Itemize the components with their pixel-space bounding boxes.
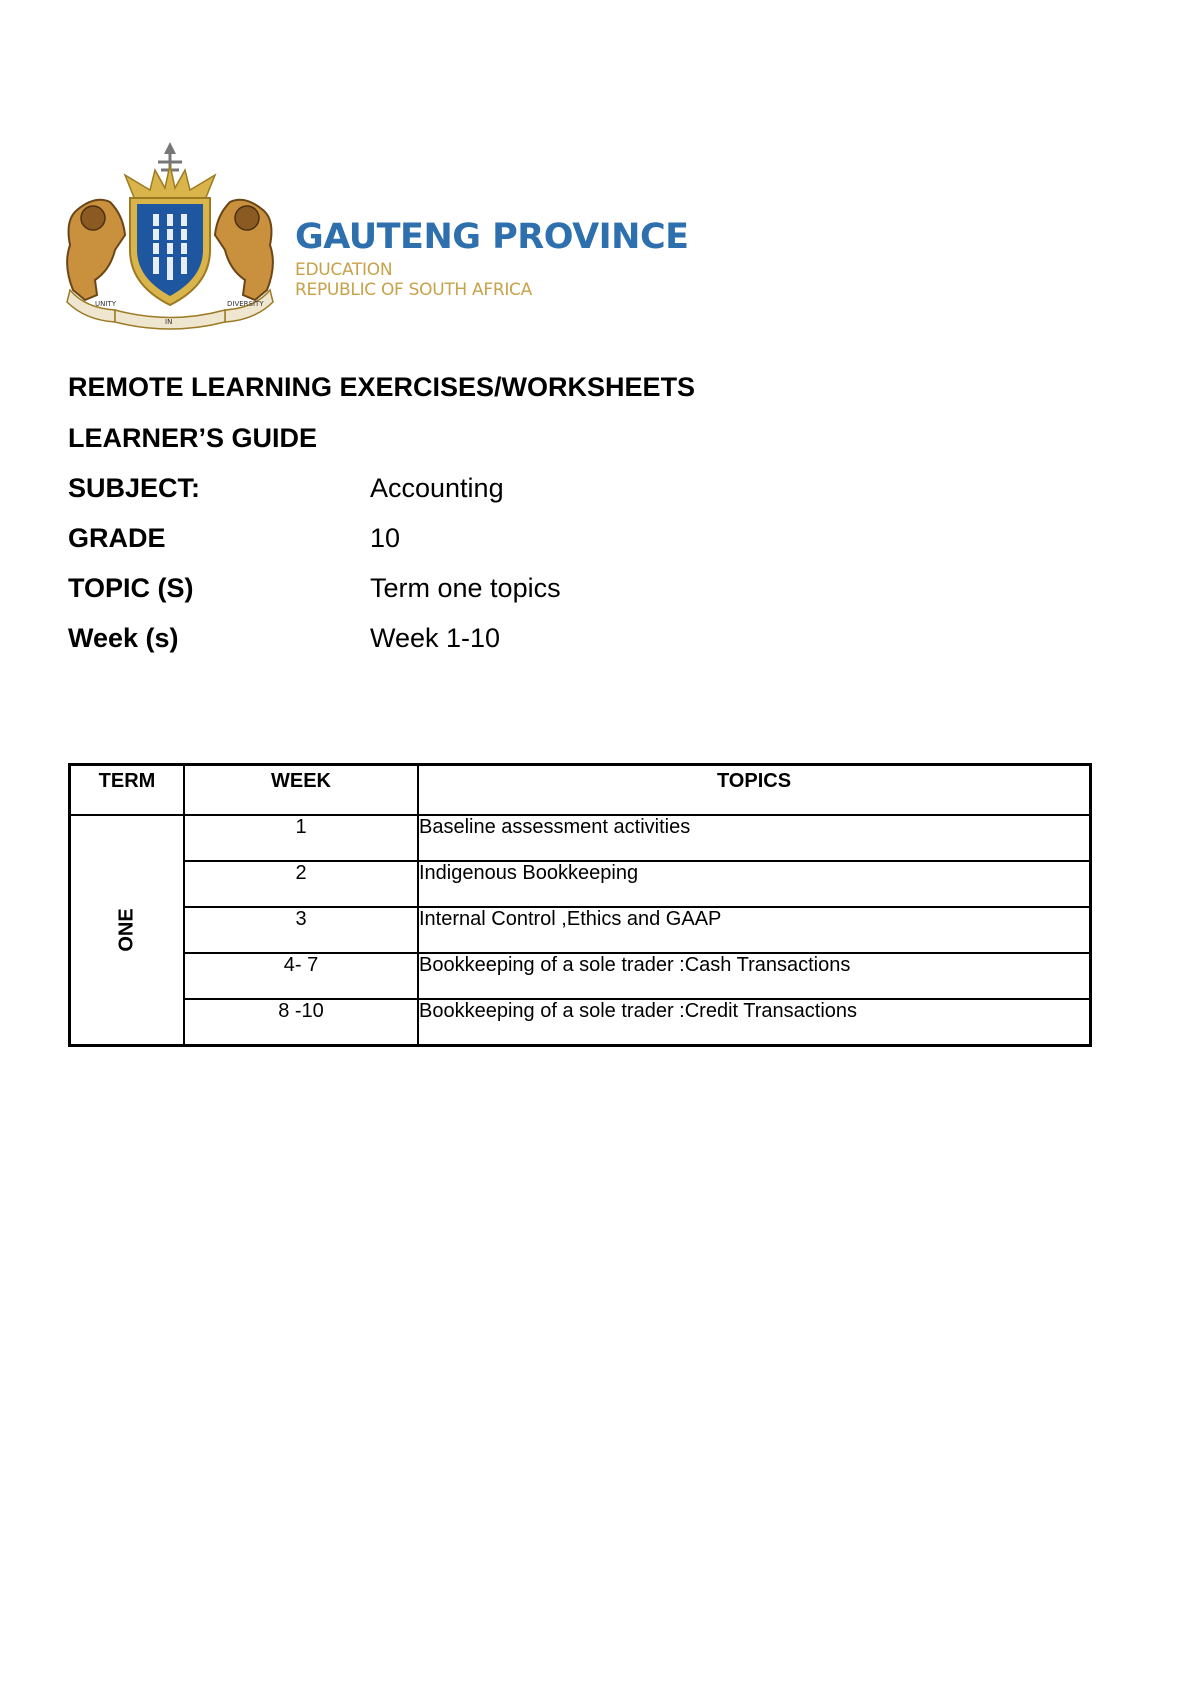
info-label: SUBJECT: xyxy=(68,473,201,503)
header-term: TERM xyxy=(70,765,185,816)
term-cell xyxy=(70,815,185,1046)
table-row xyxy=(70,999,1091,1046)
header-topics: TOPICS xyxy=(418,765,1091,816)
document-title: REMOTE LEARNING EXERCISES/WORKSHEETS xyxy=(68,372,696,402)
week-cell: 1 xyxy=(184,815,418,861)
term-label: ONE xyxy=(115,908,138,952)
svg-text:DIVERSITY: DIVERSITY xyxy=(227,300,264,308)
info-value: Accounting xyxy=(370,473,504,503)
info-label: Week (s) xyxy=(68,623,179,653)
topic-cell: Indigenous Bookkeeping xyxy=(418,861,1091,907)
table-header-row xyxy=(70,765,1091,816)
table-row xyxy=(70,815,1091,861)
info-label: TOPIC (S) xyxy=(68,573,194,603)
info-label: GRADE xyxy=(68,523,166,553)
logo-wordmark xyxy=(295,218,689,301)
svg-text:IN: IN xyxy=(165,318,173,326)
week-cell: 3 xyxy=(184,907,418,953)
country-name: REPUBLIC OF SOUTH AFRICA xyxy=(295,280,532,300)
topics-table xyxy=(68,763,1092,1047)
header-week: WEEK xyxy=(184,765,418,816)
topic-cell: Internal Control ,Ethics and GAAP xyxy=(418,907,1091,953)
week-cell: 2 xyxy=(184,861,418,907)
info-value: 10 xyxy=(370,523,401,553)
table-row xyxy=(70,861,1091,907)
coat-of-arms-icon xyxy=(55,140,285,330)
gauteng-logo xyxy=(55,140,689,330)
department-name: EDUCATION xyxy=(295,260,393,280)
topic-cell: Bookkeeping of a sole trader :Cash Transactions xyxy=(418,953,1091,999)
table-row xyxy=(70,907,1091,953)
info-value: Term one topics xyxy=(370,573,561,603)
topic-cell: Bookkeeping of a sole trader :Credit Transactions xyxy=(418,999,1091,1046)
week-cell: 8 -10 xyxy=(184,999,418,1046)
document-subtitle: LEARNER’S GUIDE xyxy=(68,423,318,453)
info-value: Week 1-10 xyxy=(370,623,501,653)
topic-cell: Baseline assessment activities xyxy=(418,815,1091,861)
province-name: GAUTENG PROVINCE xyxy=(295,217,689,257)
svg-text:UNITY: UNITY xyxy=(95,300,116,308)
week-cell: 4- 7 xyxy=(184,953,418,999)
table-row xyxy=(70,953,1091,999)
